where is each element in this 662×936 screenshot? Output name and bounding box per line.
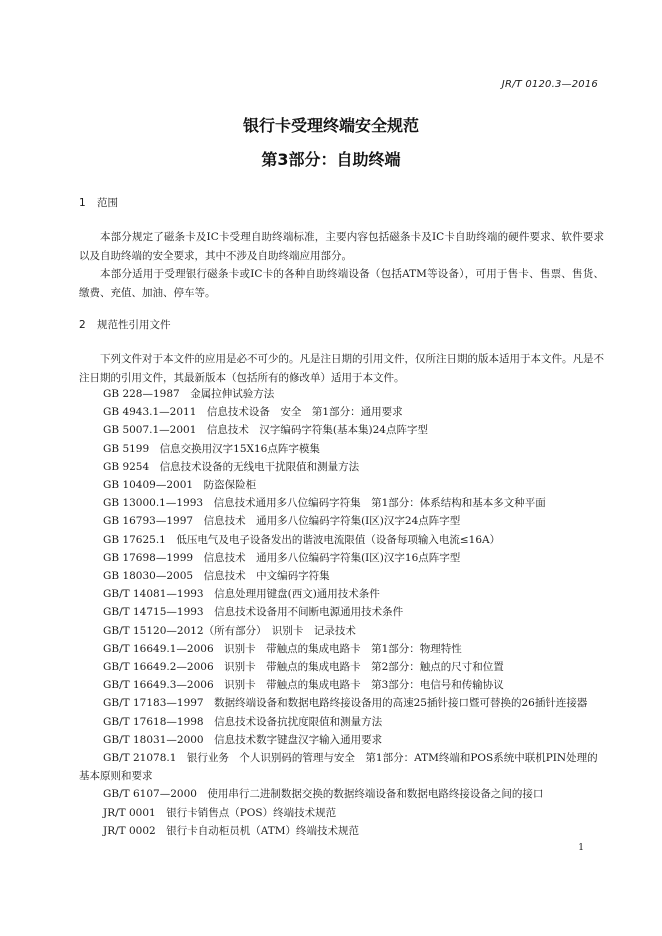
reference-item: GB 5199 信息交换用汉字15X16点阵字模集 <box>103 442 320 455</box>
reference-item: GB 18030—2005 信息技术 中文编码字符集 <box>103 570 330 583</box>
section-heading-normative-references <box>79 317 171 332</box>
reference-item: GB/T 6107—2000 使用串行二进制数据交换的数据终端设备和数据电路终接设备之间的接口 <box>103 788 544 801</box>
reference-item: GB 228—1987 金属拉伸试验方法 <box>103 388 275 400</box>
reference-item: GB/T 14081—1993 信息处理用键盘(西文)通用技术条件 <box>103 588 380 601</box>
document-title: 银行卡受理终端安全规范 <box>242 116 419 135</box>
reference-item: GB/T 17618—1998 信息技术设备抗扰度限值和测量方法 <box>103 715 383 728</box>
scope-applicability-paragraph: 本部分适用于受理银行磁条卡或IC卡的各种自助终端设备（包括ATM等设备），可用于售卡、售票、售货、缴费、充值、加油、停车等。 <box>79 268 604 299</box>
reference-item: GB 10409—2001 防盗保险柜 <box>103 479 257 492</box>
reference-item: GB 4943.1—2011 信息技术设备 安全 第1部分：通用要求 <box>103 406 403 419</box>
reference-item: GB/T 16649.2—2006 识别卡 带触点的集成电路卡 第2部分：触点的尺寸和位置 <box>103 661 504 674</box>
references-intro-paragraph: 下列文件对于本文件的应用是必不可少的。凡是注日期的引用文件，仅所注日期的版本适用于本文件。凡是不注日期的引用文件，其最新版本（包括所有的修改单）适用于本文件。 <box>79 353 604 384</box>
scope-paragraph: 本部分规定了磁条卡及IC卡受理自助终端标准，主要内容包括磁条卡及IC卡自助终端的硬件要求、软件要求以及自助终端的安全要求，其中不涉及自助终端应用部分。 <box>79 231 604 262</box>
reference-item: JR/T 0002 银行卡自动柜员机（ATM）终端技术规范 <box>103 824 359 837</box>
reference-item: GB 16793—1997 信息技术 通用多八位编码字符集(Ⅰ区)汉字24点阵字型 <box>103 515 461 528</box>
part-title: 第3部分：自助终端 <box>261 150 401 169</box>
reference-item: GB 5007.1—2001 信息技术 汉字编码字符集(基本集)24点阵字型 <box>103 424 428 437</box>
reference-item: GB/T 14715—1993 信息技术设备用不间断电源通用技术条件 <box>103 606 404 619</box>
section-title: 规范性引用文件 <box>97 319 171 331</box>
standard-code: JR/T 0120.3—2016 <box>501 79 598 90</box>
reference-item: GB 17625.1 低压电气及电子设备发出的谐波电流限值（设备每项输入电流≤16A） <box>103 533 501 546</box>
page-number: 1 <box>578 843 584 853</box>
reference-item: GB 9254 信息技术设备的无线电干扰限值和测量方法 <box>103 460 360 473</box>
reference-item: GB/T 17183—1997 数据终端设备和数据电路终接设备用的高速25插针接口暨可替换的26插针连接器 <box>103 697 588 710</box>
reference-item: GB 13000.1—1993 信息技术通用多八位编码字符集 第1部分：体系结构和基本多文种平面 <box>103 497 546 510</box>
reference-item: GB/T 21078.1 银行业务 个人识别码的管理与安全 第1部分：ATM终端和POS系统中联机PIN处理的基本原则和要求 <box>79 752 598 783</box>
reference-item: GB/T 18031—2000 信息技术数字键盘汉字输入通用要求 <box>103 733 383 746</box>
section-number: 1 <box>79 197 86 209</box>
reference-item: GB/T 16649.3—2006 识别卡 带触点的集成电路卡 第3部分：电信号和传输协议 <box>103 679 504 692</box>
reference-item: GB/T 15120—2012（所有部分） 识别卡 记录技术 <box>103 624 356 637</box>
reference-item: GB/T 16649.1—2006 识别卡 带触点的集成电路卡 第1部分：物理特性 <box>103 642 462 655</box>
reference-item: GB 17698—1999 信息技术 通用多八位编码字符集(Ⅰ区)汉字16点阵字型 <box>103 551 461 564</box>
reference-list <box>79 385 604 840</box>
section-number: 2 <box>79 319 86 331</box>
section-title: 范围 <box>97 197 118 209</box>
section-heading-scope <box>79 195 118 210</box>
reference-item: JR/T 0001 银行卡销售点（POS）终端技术规范 <box>103 806 337 819</box>
